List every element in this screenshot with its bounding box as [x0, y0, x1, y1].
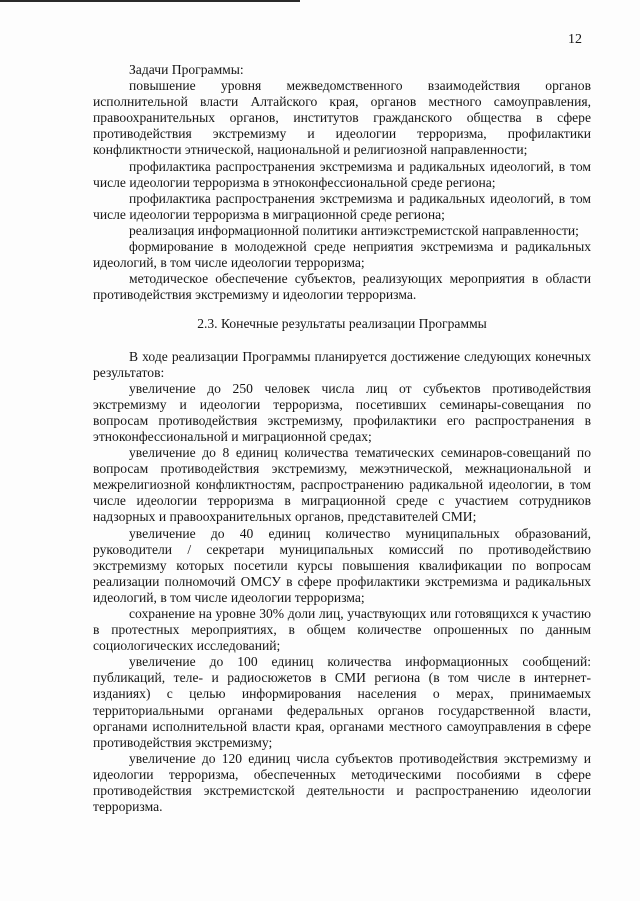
- result-item: увеличение до 250 человек числа лиц от субъектов противодействия экстремизму и идеологии терроризма, посетивших семинары-совещания по вопросам противодействия экстремизму, профилактики его распространения в этноконфессиональной и миграционной средах;: [93, 380, 591, 444]
- top-rule: [0, 0, 300, 2]
- result-item: увеличение до 120 единиц числа субъектов противодействия экстремизму и идеологии терроризма, обеспеченных методическими пособиями в сфере противодействия экстремистской деятельности и распространению идеологии терроризма.: [93, 750, 591, 815]
- section-intro: В ходе реализации Программы планируется достижение следующих конечных результатов:: [93, 348, 591, 380]
- result-item: увеличение до 100 единиц количества информационных сообщений: публикаций, теле- и радиосюжетов в СМИ региона (в том числе в интернет-изданиях) с целью информирования населения о мерах, принимаемых территориальными органами федеральных органов государственной власти, органами исполнительной власти края, органами местного самоуправления в сфере противодействия экстремизму;: [93, 654, 591, 750]
- result-item: увеличение до 8 единиц количества тематических семинаров-совещаний по вопросам противодействия экстремизму, межэтнической, межнациональной и межрелигиозной конфликтностям, распространению радикальной идеологии, в том числе идеологии терроризма в миграционной среде с участием сотрудников надзорных и правоохранительных органов, представителей СМИ;: [93, 445, 591, 525]
- task-item: методическое обеспечение субъектов, реализующих мероприятия в области противодействия экстремизму и идеологии терроризма.: [93, 271, 591, 303]
- task-item: профилактика распространения экстремизма и радикальных идеологий, в том числе идеологии терроризма в миграционной среде региона;: [93, 190, 591, 222]
- result-item: сохранение на уровне 30% доли лиц, участвующих или готовящихся к участию в протестных мероприятиях, в общем количестве опрошенных по данным социологических исследований;: [93, 606, 591, 654]
- tasks-heading: Задачи Программы:: [129, 62, 244, 77]
- document-body: [93, 62, 591, 815]
- section-title: 2.3. Конечные результаты реализации Программы: [197, 316, 487, 332]
- task-item: повышение уровня межведомственного взаимодействия органов исполнительной власти Алтайского края, органов местного самоуправления, правоохранительных органов, институтов гражданского общества в сфере противодействия экстремизму и идеологии терроризма, профилактики конфликтности этнической, национальной и религиозной направленности;: [93, 78, 591, 158]
- task-item: профилактика распространения экстремизма и радикальных идеологий, в том числе идеологии терроризма в этноконфессиональной среде региона;: [93, 158, 591, 190]
- result-item: увеличение до 40 единиц количество муниципальных образований, руководители / секретари муниципальных комиссий по противодействию экстремизму которых посетили курсы повышения квалификации по вопросам реализации полномочий ОМСУ в сфере профилактики экстремизма и радикальных идеологий, в том числе идеологии терроризма;: [93, 525, 591, 605]
- task-item: реализация информационной политики антиэкстремистской направленности;: [129, 222, 579, 238]
- page-number: 12: [568, 32, 582, 47]
- task-item: формирование в молодежной среде неприятия экстремизма и радикальных идеологий, в том числе идеологии терроризма;: [93, 239, 591, 271]
